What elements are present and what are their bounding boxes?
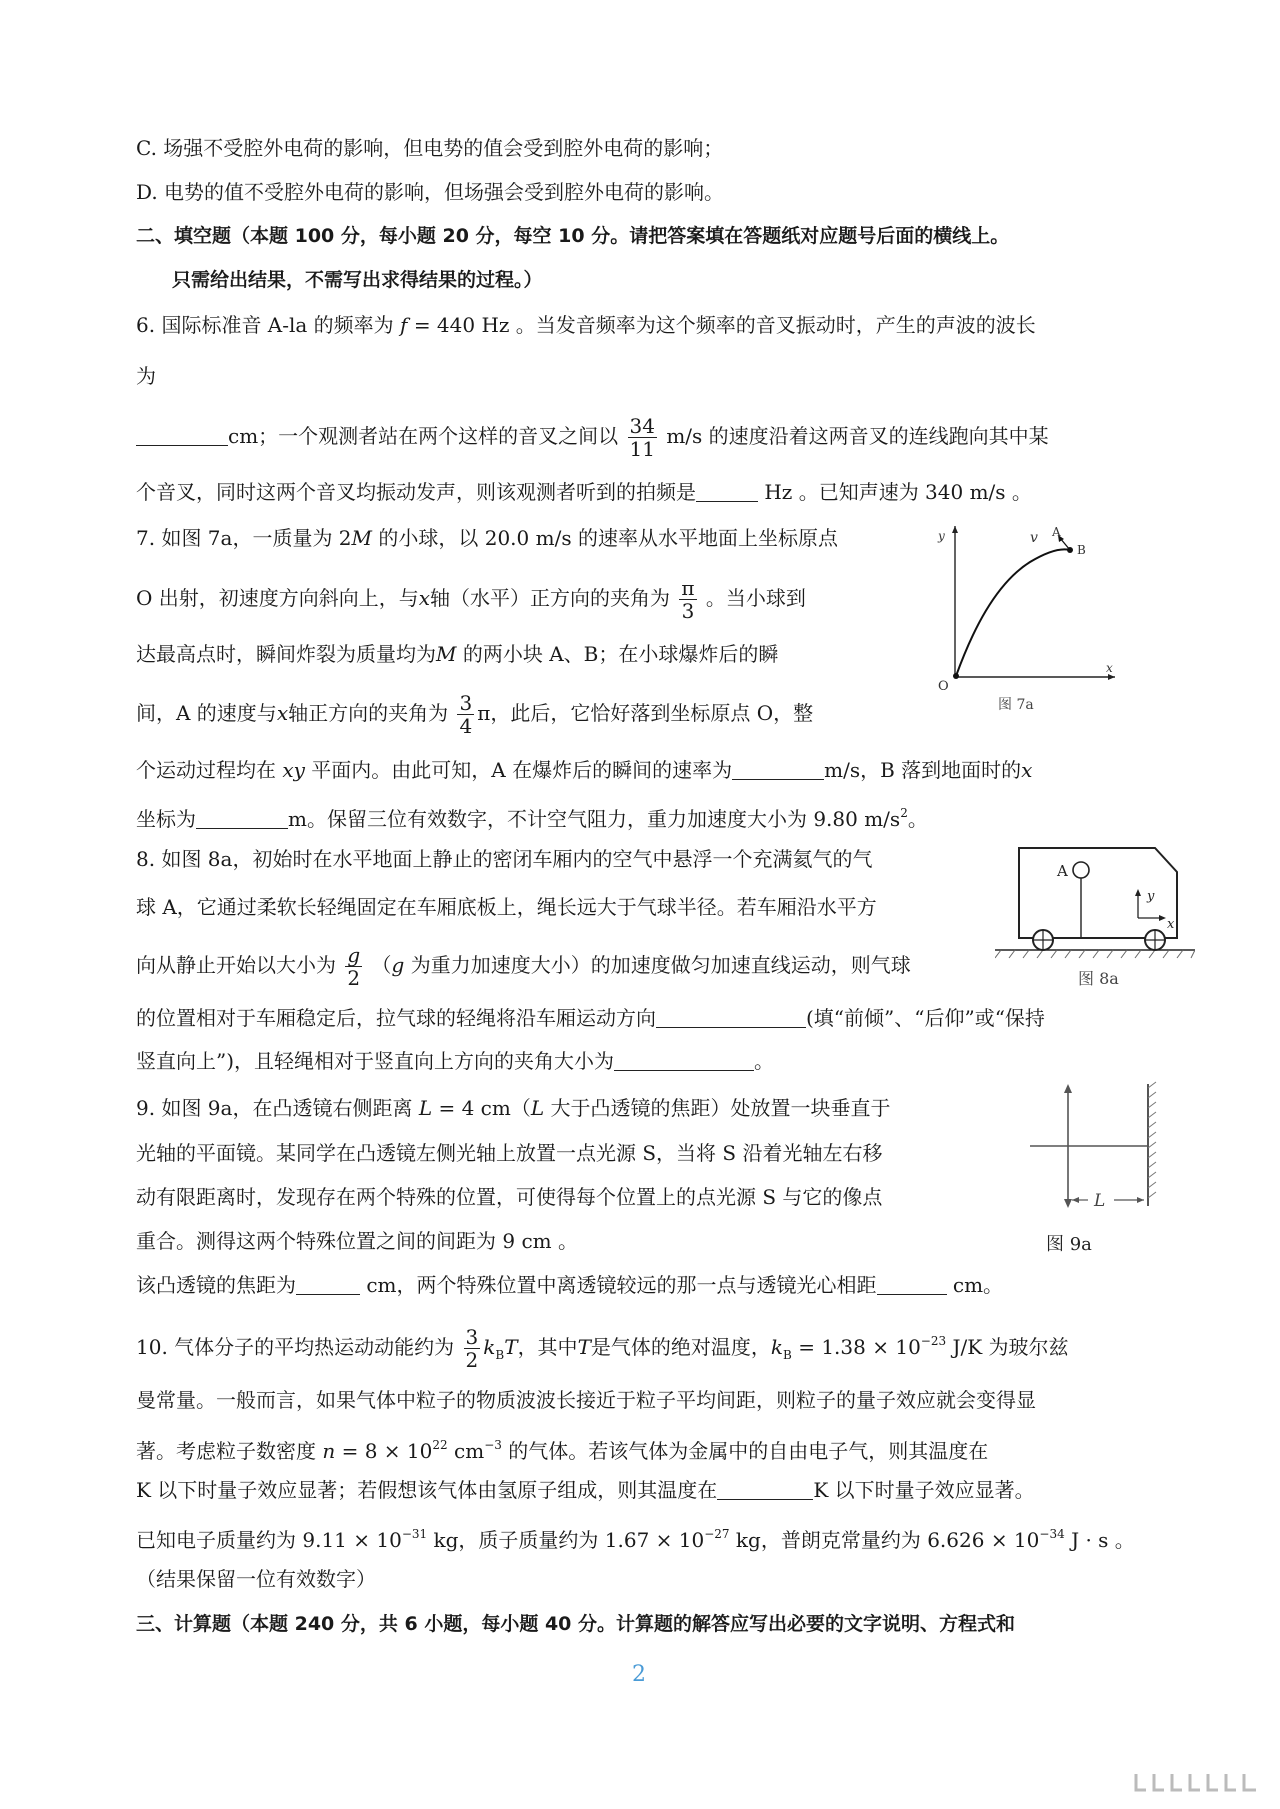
q8-fraction: $\frac{g}{2}$ <box>347 943 361 990</box>
q10-line-5: 已知电子质量约为 $9.11 \times 10^{-31}$ kg，质子质量约为 $1.67 \times 10^{-27}$ kg，普朗克常量约为 $6.626 \times 10^{-34}$ J · s 。 <box>136 1527 1135 1552</box>
q7-line-1: 7. 如图 7a，一质量为 2M 的小球，以 20.0 m/s 的速率从水平地面上坐标原点 <box>136 526 838 550</box>
q7-line-2: O 出射，初速度方向斜向上，与x轴（水平）正方向的夹角为 $\frac{\pi}{3}$ 。当小球到 <box>136 576 806 623</box>
fig8-label-a: A <box>1057 862 1068 880</box>
fig7-label-y: y <box>938 529 945 543</box>
fig7-label-o: O <box>938 679 949 692</box>
fig8-caption: 图 8a <box>1078 969 1119 988</box>
fig9-label-l: L <box>1094 1191 1106 1211</box>
q6-line-4: 个音叉，同时这两个音叉均振动发声，则该观测者听到的拍频是 Hz 。已知声速为 340 m/s 。 <box>136 480 1032 504</box>
q7-line-4: 间，A 的速度与x轴正方向的夹角为 $\frac{3}{4}$ π，此后，它恰好落到坐标原点 O，整 <box>136 691 814 738</box>
q7-blank-1[interactable] <box>732 759 824 780</box>
option-d: D. 电势的值不受腔外电荷的影响，但场强会受到腔外电荷的影响。 <box>136 180 725 204</box>
option-c: C. 场强不受腔外电荷的影响，但电势的值会受到腔外电荷的影响； <box>136 136 724 160</box>
q8-line-2: 球 A，它通过柔软长轻绳固定在车厢底板上，绳长远大于气球半径。若车厢沿水平方 <box>136 895 877 919</box>
q7-line-3: 达最高点时，瞬间炸裂为质量均为M 的两小块 A、B；在小球爆炸后的瞬 <box>136 642 779 666</box>
q10-line-3: 著。考虑粒子数密度 $n = 8 \times 10^{22}$ $cm^{-3}$ 的气体。若该气体为金属中的自由电子气，则其温度在 <box>136 1438 989 1463</box>
q9-line-1: 9. 如图 9a，在凸透镜右侧距离 L = 4 cm（L 大于凸透镜的焦距）处放置一块垂直于 <box>136 1096 891 1120</box>
q9-line-3: 动有限距离时，发现存在两个特殊的位置，可使得每个位置上的点光源 S 与它的像点 <box>136 1185 883 1209</box>
fig8-label-y: y <box>1147 889 1155 904</box>
fig7-label-a: A <box>1052 525 1061 539</box>
q10-blank-1[interactable] <box>717 1479 813 1500</box>
q10-fraction: $\frac{3}{2}$ <box>465 1325 479 1372</box>
q7-line-5: 个运动过程均在 xy 平面内。由此可知，A 在爆炸后的瞬间的速率为 m/s，B 落到地面时的x <box>136 758 1033 782</box>
figure-7a <box>920 522 1120 692</box>
q9-blank-2[interactable] <box>877 1274 947 1295</box>
q8-line-4: 的位置相对于车厢稳定后，拉气球的轻绳将沿车厢运动方向 (填“前倾”、“后仰”或“保持 <box>136 1006 1045 1030</box>
q10-line-6: （结果保留一位有效数字） <box>136 1567 376 1591</box>
figure-9a <box>1030 1080 1170 1230</box>
q8-line-1: 8. 如图 8a，初始时在水平地面上静止的密闭车厢内的空气中悬浮一个充满氦气的气 <box>136 847 873 871</box>
q8-line-5: 竖直向上”)，且轻绳相对于竖直向上方向的夹角大小为 。 <box>136 1049 775 1073</box>
section-2-note: 只需给出结果，不需写出求得结果的过程。） <box>172 269 543 291</box>
q8-line-3: 向从静止开始以大小为 $\frac{g}{2}$ （g 为重力加速度大小）的加速度做匀加速直线运动，则气球 <box>136 943 911 990</box>
fig7-label-b: B <box>1077 543 1086 557</box>
section-2-heading: 二、填空题（本题 100 分，每小题 20 分，每空 10 分。请把答案填在答题纸对应题号后面的横线上。 <box>136 225 1010 247</box>
q6-line-3: cm；一个观测者站在两个这样的音叉之间以 $\frac{34}{11}$ m/s 的速度沿着这两音叉的连线跑向其中某 <box>136 415 1049 460</box>
fig9-caption: 图 9a <box>1046 1234 1092 1255</box>
q10-line-1: 10. 气体分子的平均热运动动能约为 $\frac{3}{2}$ $k_BT$，其中T是气体的绝对温度，$k_B = 1.38 \times 10^{-23}$ J/K 为玻尔兹 <box>136 1325 1069 1372</box>
q9-line-5: 该凸透镜的焦距为 cm，两个特殊位置中离透镜较远的那一点与透镜光心相距 cm。 <box>136 1273 1004 1297</box>
q7-fraction-1: $\frac{\pi}{3}$ <box>681 576 695 623</box>
q6-fraction: $\frac{34}{11}$ <box>629 414 655 461</box>
q9-line-4: 重合。测得这两个特殊位置之间的间距为 9 cm 。 <box>136 1229 578 1253</box>
q9-blank-1[interactable] <box>296 1274 360 1295</box>
q7-fraction-2: $\frac{3}{4}$ <box>459 691 473 738</box>
q6-blank-2[interactable] <box>696 481 758 502</box>
q6-line-1: 6. 国际标准音 A-la 的频率为 f = 440 Hz 。当发音频率为这个频率的音叉振动时，产生的声波的波长 <box>136 313 1036 337</box>
fig7-caption: 图 7a <box>998 697 1034 713</box>
fig7-label-v: v <box>1030 530 1038 546</box>
section-3-heading: 三、计算题（本题 240 分，共 6 小题，每小题 40 分。计算题的解答应写出必要的文字说明、方程式和 <box>136 1613 1016 1635</box>
page-number: 2 <box>632 1662 646 1687</box>
figure-8a <box>995 840 1195 960</box>
fig7-label-x: x <box>1106 661 1113 675</box>
q7-blank-2[interactable] <box>196 808 288 829</box>
q6-line-2: 为 <box>136 364 156 388</box>
q6-blank-1[interactable] <box>136 425 228 446</box>
fig8-label-x: x <box>1167 917 1175 932</box>
q8-blank-2[interactable] <box>614 1050 754 1071</box>
watermark-logo <box>1132 1770 1262 1794</box>
q8-blank-1[interactable] <box>656 1007 806 1028</box>
q9-line-2: 光轴的平面镜。某同学在凸透镜左侧光轴上放置一点光源 S，当将 S 沿着光轴左右移 <box>136 1141 883 1165</box>
q7-line-6: 坐标为 m。保留三位有效数字，不计空气阻力，重力加速度大小为 9.80 $m/s^2$。 <box>136 806 928 831</box>
q10-line-4: K 以下时量子效应显著；若假想该气体由氢原子组成，则其温度在 K 以下时量子效应显著。 <box>136 1478 1035 1502</box>
q10-line-2: 曼常量。一般而言，如果气体中粒子的物质波波长接近于粒子平均间距，则粒子的量子效应就会变得显 <box>136 1388 1036 1412</box>
